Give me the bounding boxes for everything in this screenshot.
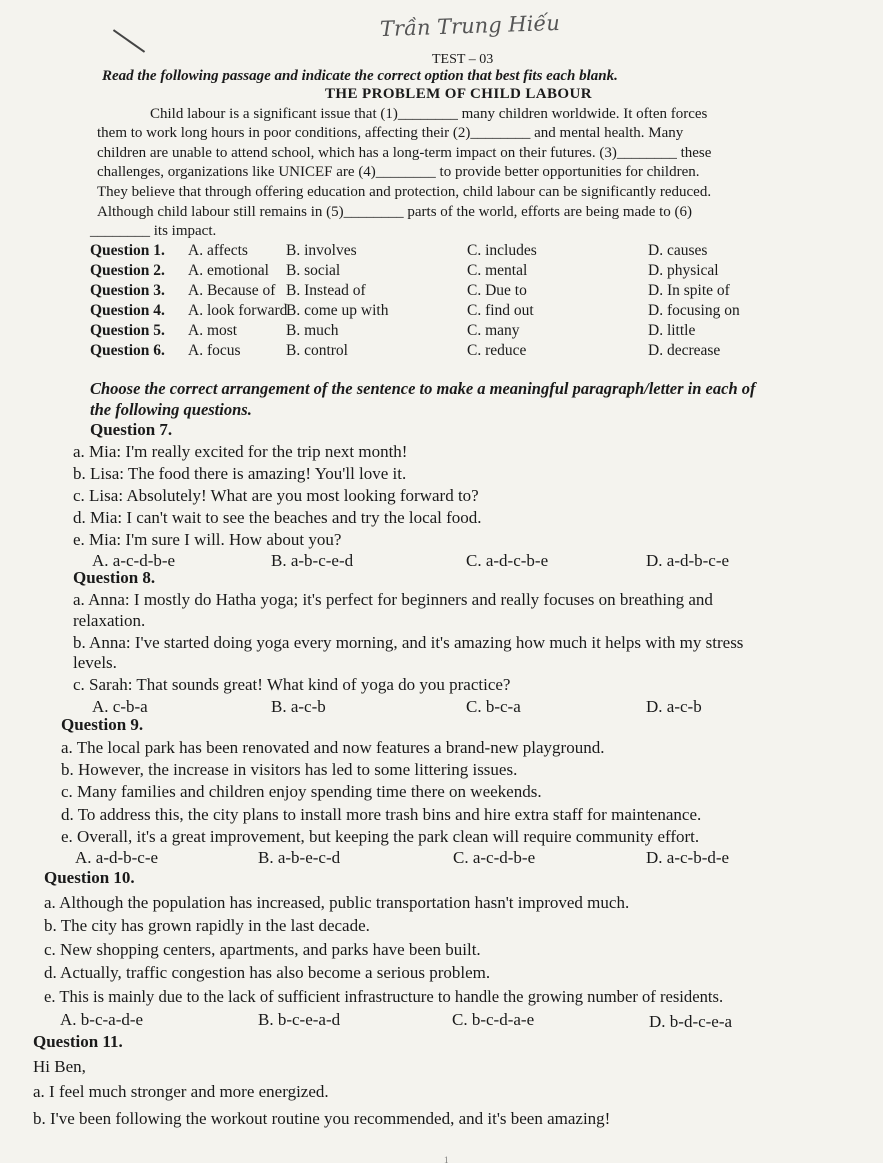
handwritten-name: Trần Trung Hiếu: [379, 10, 561, 42]
option-c[interactable]: C. reduce: [467, 342, 527, 359]
option-d[interactable]: D. physical: [648, 262, 719, 279]
letter-greeting: Hi Ben,: [33, 1057, 86, 1076]
question-label: Question 9.: [61, 715, 144, 734]
question-label: Question 3.: [90, 282, 165, 299]
sentence-line: e. This is mainly due to the lack of sufficient infrastructure to handle the growing number of residents.: [44, 987, 724, 1006]
question-label: Question 2.: [90, 262, 165, 279]
sentence-line: b. However, the increase in visitors has led to some littering issues.: [61, 760, 518, 779]
sentence-line: d. Mia: I can't wait to see the beaches and try the local food.: [73, 508, 482, 527]
passage-line: ________ its impact.: [90, 223, 217, 239]
option-d[interactable]: D. a-d-b-c-e: [646, 551, 730, 570]
option-b[interactable]: B. a-b-c-e-d: [271, 551, 354, 570]
option-d[interactable]: D. causes: [648, 242, 708, 259]
sentence-line: b. Lisa: The food there is amazing! You'll love it.: [73, 464, 407, 483]
instruction-part2-line1: Choose the correct arrangement of the sentence to make a meaningful paragraph/letter in each of: [90, 379, 756, 398]
option-d[interactable]: D. b-d-c-e-a: [649, 1012, 733, 1031]
question-label: Question 8.: [73, 568, 156, 587]
sentence-line: b. The city has grown rapidly in the last decade.: [44, 916, 370, 935]
option-b[interactable]: B. b-c-e-a-d: [258, 1010, 341, 1029]
option-b[interactable]: B. much: [286, 322, 339, 339]
option-b[interactable]: B. a-b-e-c-d: [258, 848, 341, 867]
option-a[interactable]: A. a-d-b-c-e: [75, 848, 159, 867]
sentence-line: e. Mia: I'm sure I will. How about you?: [73, 530, 342, 549]
question-label: Question 1.: [90, 242, 165, 259]
option-a[interactable]: A. most: [188, 322, 238, 339]
sentence-line: a. Although the population has increased, public transportation hasn't improved much.: [44, 893, 630, 912]
option-b[interactable]: B. come up with: [286, 302, 389, 319]
passage-line: challenges, organizations like UNICEF are (4)________ to provide better opportunities for children.: [97, 164, 700, 180]
option-c[interactable]: C. Due to: [467, 282, 527, 299]
option-c[interactable]: C. b-c-a: [466, 697, 521, 716]
option-d[interactable]: D. In spite of: [648, 282, 730, 299]
passage-line: children are unable to attend school, which has a long-term impact on their futures. (3)________ these: [97, 145, 712, 161]
sentence-line: b. I've been following the workout routine you recommended, and it's been amazing!: [33, 1109, 611, 1128]
question-label: Question 7.: [90, 420, 173, 439]
question-label: Question 11.: [33, 1032, 123, 1051]
page-number: 1: [444, 1155, 449, 1163]
sentence-line: a. I feel much stronger and more energized.: [33, 1082, 329, 1101]
sentence-line: d. To address this, the city plans to install more trash bins and hire extra staff for maintenance.: [61, 805, 702, 824]
question-label: Question 6.: [90, 342, 165, 359]
option-b[interactable]: B. involves: [286, 242, 357, 259]
option-c[interactable]: C. mental: [467, 262, 528, 279]
sentence-line: c. Many families and children enjoy spending time there on weekends.: [61, 782, 542, 801]
sentence-line: e. Overall, it's a great improvement, but keeping the park clean will require community effort.: [61, 827, 700, 846]
option-d[interactable]: D. focusing on: [648, 302, 740, 319]
option-d[interactable]: D. a-c-b-d-e: [646, 848, 730, 867]
option-c[interactable]: C. many: [467, 322, 520, 339]
sentence-line: a. Mia: I'm really excited for the trip next month!: [73, 442, 408, 461]
sentence-line: relaxation.: [73, 611, 146, 630]
option-b[interactable]: B. Instead of: [286, 282, 366, 299]
sentence-line: c. Sarah: That sounds great! What kind of yoga do you practice?: [73, 675, 511, 694]
option-d[interactable]: D. decrease: [648, 342, 721, 359]
option-d[interactable]: D. a-c-b: [646, 697, 702, 716]
passage-line: them to work long hours in poor conditions, affecting their (2)________ and mental health. Many: [97, 125, 684, 141]
instruction-part1: Read the following passage and indicate the correct option that best fits each blank.: [102, 68, 618, 84]
passage-line: Although child labour still remains in (5)________ parts of the world, efforts are being made to (6): [97, 204, 693, 220]
option-a[interactable]: A. emotional: [188, 262, 269, 279]
option-a[interactable]: A. Because of: [188, 282, 276, 299]
question-label: Question 10.: [44, 868, 135, 887]
option-a[interactable]: A. b-c-a-d-e: [60, 1010, 144, 1029]
option-c[interactable]: C. b-c-d-a-e: [452, 1010, 535, 1029]
sentence-line: d. Actually, traffic congestion has also become a serious problem.: [44, 963, 491, 982]
option-d[interactable]: D. little: [648, 322, 696, 339]
option-a[interactable]: A. a-c-d-b-e: [92, 551, 176, 570]
option-c[interactable]: C. includes: [467, 242, 537, 259]
option-b[interactable]: B. a-c-b: [271, 697, 326, 716]
question-label: Question 5.: [90, 322, 165, 339]
option-c[interactable]: C. a-d-c-b-e: [466, 551, 549, 570]
option-a[interactable]: A. affects: [188, 242, 248, 259]
option-c[interactable]: C. a-c-d-b-e: [453, 848, 536, 867]
option-b[interactable]: B. social: [286, 262, 341, 279]
sentence-line: a. Anna: I mostly do Hatha yoga; it's perfect for beginners and really focuses on breathing and: [73, 590, 713, 609]
passage-line: Child labour is a significant issue that (1)________ many children worldwide. It often forces: [150, 106, 708, 122]
option-a[interactable]: A. focus: [188, 342, 241, 359]
instruction-part2-line2: the following questions.: [90, 400, 252, 419]
option-a[interactable]: A. look forward: [188, 302, 288, 319]
option-b[interactable]: B. control: [286, 342, 348, 359]
sentence-line: a. The local park has been renovated and now features a brand-new playground.: [61, 738, 605, 757]
sentence-line: c. New shopping centers, apartments, and parks have been built.: [44, 940, 481, 959]
sentence-line: b. Anna: I've started doing yoga every morning, and it's amazing how much it helps with my stress: [73, 633, 744, 652]
test-title: TEST – 03: [432, 52, 494, 67]
pen-stroke: [113, 29, 145, 52]
question-label: Question 4.: [90, 302, 165, 319]
passage-title: THE PROBLEM OF CHILD LABOUR: [325, 86, 592, 102]
sentence-line: levels.: [73, 653, 117, 672]
option-c[interactable]: C. find out: [467, 302, 534, 319]
sentence-line: c. Lisa: Absolutely! What are you most looking forward to?: [73, 486, 479, 505]
option-a[interactable]: A. c-b-a: [92, 697, 148, 716]
passage-line: They believe that through offering education and protection, child labour can be significantly reduced.: [97, 184, 712, 200]
